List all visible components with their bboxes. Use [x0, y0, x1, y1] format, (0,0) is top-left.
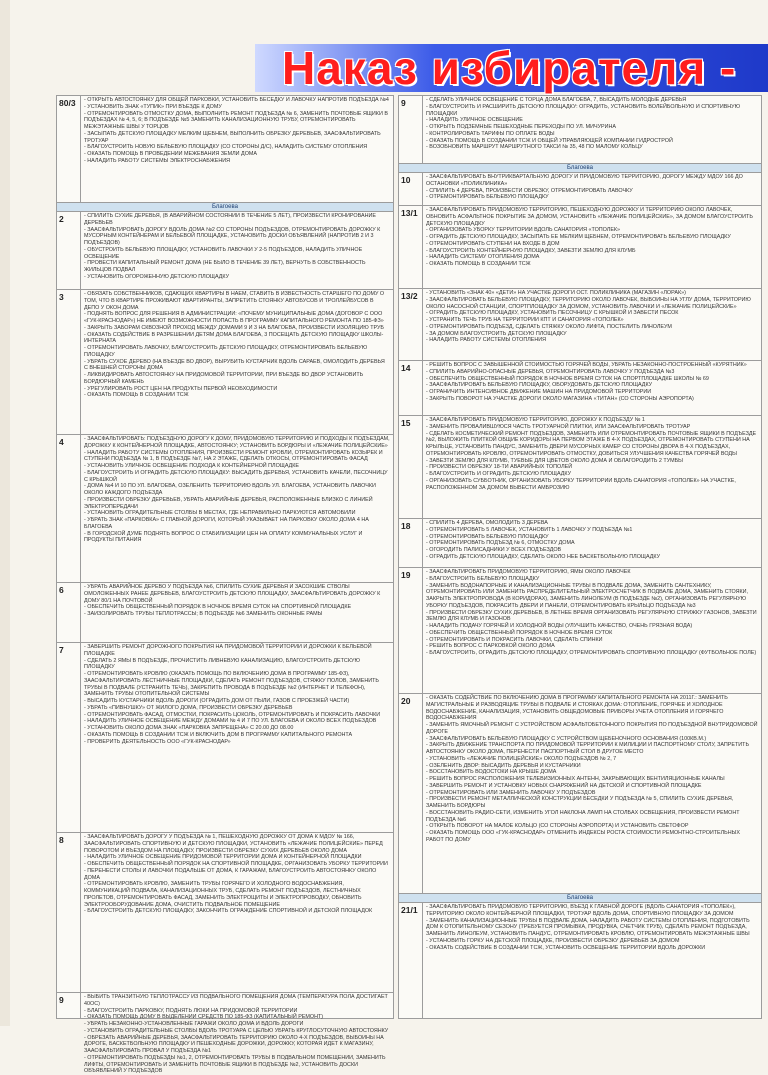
- table-row: [399, 288, 761, 361]
- table-row: [399, 693, 761, 894]
- house-number: 15: [399, 416, 423, 519]
- table-row: [57, 211, 393, 290]
- house-number: 8: [57, 833, 81, 993]
- row-text: - ЗААСФАЛЬТИРОВАТЬ ПРИДОМОВУЮ ТЕРРИТОРИЮ, ЯМЫ ОКОЛО ЛАВОЧЕК - БЛАГОУСТРОИТЬ БЕЛЬЕВУЮ ПЛОЩАДКУ - ЗАМЕНИТЬ ВОДОНАПОРНЫЕ И КАНАЛИЗАЦИОННЫЕ ТРУБЫ В ПОДВАЛЕ ДОМА, ЗАМЕНИТЬ САНТЕХНИКУ, ОТРЕМОНТИРОВАТЬ ИЛИ ЗАМЕНИТЬ РАСПРЕДЕЛИТЕЛЬНЫЙ ЭЛЕКТРОСЧЕТЧИК В ПОДВАЛЕ ДОМА, ЗАМЕНИТЬ СТОЯКИ, ЗАКРЫТЬ ЭЛЕКТРОПРОВОДА (В КОРИДОРАХ), ЗАМЕНИТЬ ЛИНОЛЕУМ (В ПОДЪЕЗДЕ №2), ОРГАНИЗОВАТЬ РЕГУЛЯРНУЮ УБОРКУ ПОДЪЕЗДОВ, ПОКРАСИТЬ ДВЕРИ И ПАНЕЛИ, ОТРЕМОНТИРОВАТЬ КРЫЛЬЦО ПОДЪЕЗДА №3 - ПРОИЗВЕСТИ ОБРЕЗКУ СУХИХ ДЕРЕВЬЕВ, В ЛЕТНЕЕ ВРЕМЯ ОРГАНИЗОВАТЬ РЕГУЛЯРНУЮ СТРИЖКУ ГАЗОНОВ, ЗАВЕЗТИ ЗЕМЛЮ ДЛЯ КЛУМБ И ГАЗОНОВ - НАЛАДИТЬ ПОДАЧУ ГОРЯЧЕЙ И ХОЛОДНОЙ ВОДЫ (УЛУЧШИТЬ КАЧЕСТВО, ОЧЕНЬ ГРЯЗНАЯ ВОДА) - ОБЕСПЕЧИТЬ ОБЩЕСТВЕННЫЙ ПОРЯДОК В НОЧНОЕ ВРЕМЯ СУТОК - ОТРЕМОНТИРОВАТЬ И ПОКРАСИТЬ ЛАВОЧКИ, СДЕЛАТЬ СПИНКИ - РЕШИТЬ ВОПРОС С ПАРКОВКОЙ ОКОЛО ДОМА - БЛАГОУСТРОИТЬ, ОГРАДИТЬ ДЕТСКУЮ ПЛОЩАДКУ, ОТРЕМОНТИРОВАТЬ СПОРТИВНУЮ ПЛОЩАДКУ (ФУТБОЛЬНОЕ ПОЛЕ): [426, 569, 757, 656]
- house-number: 21/1: [399, 903, 423, 1019]
- row-text: - ОТКРЫТЬ АВТОСТОЯНКУ ДЛЯ ОБЩЕЙ ПАРКОВКИ, УСТАНОВИТЬ БЕСЕДКУ И ЛАВОЧКУ НАПРОТИВ ПОДЪЕЗДА №4 - УСТАНОВИТЬ ЗНАК «ТУПИК» ПРИ ВЪЕЗДЕ К ДОМУ - ОТРЕМОНТИРОВАТЬ ОТМОСТКУ ДОМА, ВЫПОЛНИТЬ РЕМОНТ ПОДЪЕЗДА № 6, ЗАМЕНИТЬ ПОЧТОВЫЕ ЯЩИКИ В ПОДЪЕЗДАХ № 4, 5, 6; В ПОДЪЕЗДЕ №5 ЗАМЕНИТЬ КАНАЛИЗАЦИОННУЮ ТРУБУ, ОТРЕМОНТИРОВАТЬ МЕЖЭТАЖНЫЕ ШВЫ У ТОРЦОВ - ЗАСЫПАТЬ ДЕТСКУЮ ПЛОЩАДКУ МЕЛКИМ ЩЕБНЕМ, ВЫПОЛНИТЬ ОБРЕЗКУ ДЕРЕВЬЕВ, ЗААСФАЛЬТИРОВАТЬ ТРОТУАР - БЛАГОУСТРОИТЬ НОВУЮ БЕЛЬЕВУЮ ПЛОЩАДКУ (СО СТОРОНЫ Д/С), НАЛАДИТЬ СИСТЕМУ ОТОПЛЕНИЯ - ОКАЗАТЬ ПОМОЩЬ В ПРОВЕДЕНИИ МЕЖЕВАНИЯ ЗЕМЛИ ДОМА - НАЛАДИТЬ РАБОТУ СИСТЕМЫ ЭЛЕКТРОСНАБЖЕНИЯ: [84, 97, 389, 164]
- row-text: - УБРАТЬ АВАРИЙНОЕ ДЕРЕВО У ПОДЪЕЗДА №6, СПИЛИТЬ СУХИЕ ДЕРЕВЬЯ И ЗАСОХШИЕ СТВОЛЫ ОМОЛОЖЕННЫХ РАНЕЕ ДЕРЕВЬЕВ, БЛАГОУСТРОИТЬ ДЕТСКУЮ ПЛОЩАДКУ, ЗААСФАЛЬТИРОВАТЬ ДОРОЖКУ К ДОМУ 80/1 НА ПОЧТОВОЙ - ОБЕСПЕЧИТЬ ОБЩЕСТВЕННЫЙ ПОРЯДОК В НОЧНОЕ ВРЕМЯ СУТОК НА СПОРТИВНОЙ ПЛОЩАДКЕ - ЗАИЗОЛИРОВАТЬ ТРУБЫ ТЕПЛОТРАССЫ; В ПОДЪЕЗДЕ №6 ЗАМЕНИТЬ ОКОННЫЕ РАМЫ: [84, 584, 381, 617]
- district-header: Благоева: [399, 163, 761, 173]
- district-header: Благоева: [57, 202, 393, 212]
- row-text: - УСТАНОВИТЬ «ЗНАК 40» «ДЕТИ» НА УЧАСТКЕ ДОРОГИ ОСТ. ПОЛИКЛИНИКА (МАГАЗИН «ЛОРАК») - ЗААСФАЛЬТИРОВАТЬ БЕЛЬЕВУЮ ПЛОЩАДКУ, ТЕРРИТОРИЮ ОКОЛО ЛАВОЧЕК, ВЫБОИНЫ НА УГЛУ ДОМА, ТЕРРИТОРИЮ ОКОЛО НАСОСНОЙ СТАНЦИИ, СПОРТПЛОЩАДКУ ЗА ДОМОМ, УСТАНОВИТЬ ЛАВОЧКИ И «ЛЕЖАЧИЕ ПОЛИЦЕЙСКИЕ» - ОГРАДИТЬ ДЕТСКУЮ ПЛОЩАДКУ, УСТАНОВИТЬ ПЕСОЧНИЦУ С КРЫШКОЙ И ЗАВЕСТИ ПЕСОК - УСТРАНИТЬ ТЕЧЬ ТРУБ НА ТЕРРИТОРИИ КПТ И САНАТОРИЯ «ТОПОЛЕК» - ОТРЕМОНТИРОВАТЬ ПОДЪЕЗД, СДЕЛАТЬ СТЯЖКУ ОКОЛО ЛИФТА, ПОСТЕЛИТЬ ЛИНОЛЕУМ - ЗА ДОМОМ БЛАГОУСТРОИТЬ ДЕТСКУЮ ПЛОЩАДКУ - НАЛАДИТЬ РАБОТУ СИСТЕМЫ ОТОПЛЕНИЯ: [426, 290, 751, 344]
- house-number: 3: [57, 290, 81, 435]
- house-number: 6: [57, 583, 81, 643]
- left-column: [56, 95, 394, 1075]
- table-row: [399, 96, 761, 163]
- row-text: - ОБЯЗАТЬ СОБСТВЕННИКОВ, СДАЮЩИХ КВАРТИРЫ В НАЕМ, СТАВИТЬ В ИЗВЕСТНОСТЬ СТАРШЕГО ПО ДОМУ О ТОМ, ЧТО В КВАРТИРЕ ПРОЖИВАЮТ КВАРТИРАНТЫ, ЗАПРЕТИТЬ СТОЯНКУ АВТОБУСОВ И ТРОЛЛЕЙБУСОВ В ДЕПО У ОКОН ДОМА - ПОДНЯТЬ ВОПРОС ДЛЯ РЕШЕНИЯ В АДМИНИСТРАЦИИ: «ПОЧЕМУ МУНИЦИПАЛЬНЫЕ ДОМА (ДОГОВОР С ООО «ГУК-КРАСНОДАР») НЕ ИМЕЮТ ВОЗМОЖНОСТИ ПОПАСТЬ В ПРОГРАММУ КАПИТАЛЬНОГО РЕМОНТА ПО 185-ФЗ» - ЗАКРЫТЬ ЗАБОРАМ СКВОЗНОЙ ПРОХОД МЕЖДУ ДОМАМИ 9 И 3 НА БЛАГОЕВА, ПРОИЗВЕСТИ ИЗОЛЯЦИЮ ТРУБ - ОКАЗАТЬ СОДЕЙСТВИЕ В РАЗРЕШЕНИИ ДЕТЯМ ДОМА БЛАГОЕВА, 3 ПОСЕЩАТЬ ДЕТСКУЮ ПЛОЩАДКУ ШКОЛЫ-ИНТЕРНАТА - ОТРЕМОНТИРОВАТЬ ЛАВОЧКУ, БЛАГОУСТРОИТЬ ДЕТСКУЮ ПЛОЩАДКУ, ОТРЕМОНТИРОВАТЬ БЕЛЬЕВУЮ ПЛОЩАДКУ - УБРАТЬ СУХОЕ ДЕРЕВО (НА ВЪЕЗДЕ ВО ДВОР), ВЫРУБИТЬ КУСТАРНИК ВДОЛЬ САРАЕВ, ОМОЛОДИТЬ ДЕРЕВЬЯ С ВНЕШНЕЙ СТОРОНЫ ДОМА - ЛИКВИДИРОВАТЬ АВТОСТОЯНКУ НА ПРИДОМОВОЙ ТЕРРИТОРИИ, ПРИ ВЪЕЗДЕ ВО ДВОР УСТАНОВИТЬ БОРДЮРНЫЙ КАМЕНЬ - УРЕГУЛИРОВАТЬ РОСТ ЦЕН НА ПРОДУКТЫ ПЕРВОЙ НЕОБХОДИМОСТИ - ОКАЗАТЬ ПОМОЩЬ В СОЗДАНИИ ТСЖ: [84, 291, 385, 399]
- house-number: 13/2: [399, 289, 423, 361]
- row-text: - СДЕЛАТЬ УЛИЧНОЕ ОСВЕЩЕНИЕ С ТОРЦА ДОМА БЛАГОЕВА, 7, ВЫСАДИТЬ МОЛОДЫЕ ДЕРЕВЬЯ - БЛАГОУСТРОИТЬ И РАСШИРИТЬ ДЕТСКУЮ ПЛОЩАДКУ: ОГРАДИТЬ, УСТАНОВИТЬ ВОЛЕЙБОЛЬНУЮ И СПОРТИВНУЮ ПЛОЩАДКИ - НАЛАДИТЬ УЛИЧНОЕ ОСВЕЩЕНИЕ - ОТКРЫТЬ ПОДЗЕМНЫЕ ПЕШЕХОДНЫЕ ПЕРЕХОДЫ ПО УЛ. МИЧУРИНА - КОНТРОЛИРОВАТЬ ТАРИФЫ ПО ОПЛАТЕ ВОДЫ - ОКАЗАТЬ ПОМОЩЬ В СОЗДАНИИ ТСЖ И ОБЩЕЙ УПРАВЛЯЮЩЕЙ КОМПАНИИ ГИДРОСТРОЙ - ВОЗОБНОВИТЬ МАРШРУТ МАРШРУТНОГО ТАКСИ № 35, 48 ПО МАЛОМУ КОЛЬЦУ: [426, 97, 741, 151]
- page-title: Наказ избирателя -: [282, 42, 737, 94]
- district-header: Благоева: [399, 893, 761, 903]
- house-number: 7: [57, 643, 81, 833]
- row-text: - СПИЛИТЬ СУХИЕ ДЕРЕВЬЯ, (В АВАРИЙНОМ СОСТОЯНИИ В ТЕЧЕНИЕ 5 ЛЕТ), ПРОИЗВЕСТИ КРОНИРОВАНИЕ ДЕРЕВЬЕВ - ЗААСФАЛЬТИРОВАТЬ ДОРОГУ ВДОЛЬ ДОМА №2 СО СТОРОНЫ ПОДЪЕЗДОВ, ОТРЕМОНТИРОВАТЬ ДОРОЖКУ К МУСОРНЫМ КОНТЕЙНЕРАМ И БЕЛЬЕВОЙ ПЛОЩАДКЕ, УСТАНОВИТЬ ДОСКИ ОБЪЯВЛЕНИЙ (НАПРОТИВ 2 И 3 ПОДЪЕЗДОВ) - ОБУСТРОИТЬ БЕЛЬЕВУЮ ПЛОЩАДКУ, УСТАНОВИТЬ ЛАВОЧКИ У 2-5 ПОДЪЕЗДОВ, НАЛАДИТЬ УЛИЧНОЕ ОСВЕЩЕНИЕ - ПРОВЕСТИ КАПИТАЛЬНЫЙ РЕМОНТ ДОМА (НЕ БЫЛО В ТЕЧЕНИЕ 39 ЛЕТ), ВЕРНУТЬ В СОБСТВЕННОСТЬ ЖИЛЬЦОВ ПОДВАЛ - УСТАНОВИТЬ ОГОРОЖЕННУЮ ДЕТСКУЮ ПЛОЩАДКУ: [84, 213, 381, 280]
- table-row: [399, 172, 761, 206]
- row-text: - ОКАЗАТЬ СОДЕЙСТВИЕ ПО ВКЛЮЧЕНИЮ ДОМА В ПРОГРАММУ КАПИТАЛЬНОГО РЕМОНТА НА 2011Г.: ЗАМЕНИТЬ МАГИСТРАЛЬНЫЕ И РАЗВОДЯЩИЕ ТРУБЫ В ПОДВАЛЕ И СТОЯКАХ ДОМА: ОТОПЛЕНИЕ, ГОРЯЧЕЕ И ХОЛОДНОЕ ВОДОСНАБЖЕНИЕ, КАНАЛИЗАЦИЯ, УСТАНОВИТЬ ОБЩЕДОМОВЫЕ ПРИБОРЫ УЧЕТА ОТОПЛЕНИЯ И ГОРЯЧЕГО ВОДОСНАБЖЕНИЯ - ЗАМЕНИТЬ ЯМОЧНЫЙ РЕМОНТ С УСТРОЙСТВОМ АСФАЛЬТОБЕТОННОГО ПОКРЫТИЯ ПО ПОДЪЕЗДНОЙ ВНУТРИДОМОВОЙ ДОРОГЕ - ЗААСФАЛЬТИРОВАТЬ БЕЛЬЕВУЮ ПЛОЩАДКУ С УСТРОЙСТВОМ ЩЕБЕНОЧНОГО ОСНОВАНИЯ (100КВ.М.) - ЗАКРЫТЬ ДВИЖЕНИЕ ТРАНСПОРТА ПО ПРИДОМОВОЙ ТЕРРИТОРИИ К МИЛИЦИИ И ПАСПОРТНОМУ СТОЛУ, ЗАПРЕТИТЬ АВТОСТОЯНКУ ОКОЛО ДОМА, ПЕРЕНЕСТИ ПАСПОРТНЫЙ СТОЛ В ДРУГОЕ МЕСТО - УСТАНОВИТЬ «ЛЕЖАЧИЕ ПОЛИЦЕЙСКИЕ» ОКОЛО ПОДЪЕЗДОВ № 2, 7 - ОЗЕЛЕНИТЬ ДВОР: ВЫСАДИТЬ ДЕРЕВЬЯ И КУСТАРНИКИ - ВОССТАНОВИТЬ ВОДОСТОКИ НА КРЫШЕ ДОМА - РЕШИТЬ ВОПРОС РАСПОЛОЖЕНИЯ ТЕЛЕВИЗИОННЫХ АНТЕНН, ЗАКРЫВАЮЩИХ ВЕНТИЛЯЦИОННЫЕ КАНАЛЫ - ЗАВЕРШИТЬ РЕМОНТ И УСТАНОВКУ НОВЫХ СНАРЯЖЕНИЙ НА ДЕТСКОЙ И СПОРТИВНОЙ ПЛОЩАДКЕ - ОТРЕМОНТИРОВАТЬ ИЛИ ЗАМЕНИТЬ ЛАВОЧКУ У ПОДЪЕЗДОВ - ПРОИЗВЕСТИ РЕМОНТ МЕТАЛЛИЧЕСКОЙ КОНСТРУКЦИИ БЕСЕДКИ У ПОДЪЕЗДА № 5, СПИЛИТЬ СУХИЕ ДЕРЕВЬЯ, ЗАМЕНИТЬ БОРДЮРЫ - ВОССТАНОВИТЬ РАДИО-СЕТИ, ИЗМЕНИТЬ УГОЛ НАКЛОНА ЛАМП НА СТОЛБАХ ОСВЕЩЕНИЯ, ПРОИЗВЕСТИ РЕМОНТ ПОДЪЕЗДА №6 - ОТКРЫТЬ ПОВОРОТ НА МАЛОЕ КОЛЬЦО (СО СТОРОНЫ АЭРОПОРТА) И УСТАНОВИТЬ СВЕТОФОР - ОКАЗАТЬ ПОМОЩЬ ООО «ГУК-КРАСНОДАР» ОТМЕНИТЬ ИНДЕКСЫ РОСТА СТОИМОСТИ РЕМОНТНО-СТРОИТЕЛЬНЫХ РАБОТ ПО ДОМУ: [426, 695, 758, 843]
- row-text: - РЕШИТЬ ВОПРОС С ЗАВЫШЕННОЙ СТОИМОСТЬЮ ГОРЯЧЕЙ ВОДЫ, УБРАТЬ НЕЗАКОННО-ПОСТРОЕННЫЙ «КУРЯТНИК» - СПИЛИТЬ АВАРИЙНО-ОПАСНЫЕ ДЕРЕВЬЯ, ОТРЕМОНТИРОВАТЬ ЛАВОЧКУ У ПОДЪЕЗДА №3 - ОБЕСПЕЧИТЬ ОБЩЕСТВЕННЫЙ ПОРЯДОК В НОЧНОЕ ВРЕМЯ СУТОК НА СПОРТПЛОЩАДКЕ ШКОЛЫ № 69 - ЗААСФАЛЬТИРОВАТЬ БЕЛЬЕВУЮ ПЛОЩАДКУ, ОБОРУДОВАТЬ ДЕТСКУЮ ПЛОЩАДКУ - ОГРАНИЧИТЬ ИНТЕНСИВНОЕ ДВИЖЕНИЕ МАШИН НА ПРИДОМОВОЙ ТЕРРИТОРИИ - ЗАКРЫТЬ ПОВОРОТ НА УЧАСТКЕ ДОРОГИ ОКОЛО МАГАЗИНА «ТИТАН» (СО СТОРОНЫ АЭРОПОРТА): [426, 362, 747, 402]
- house-number: 20: [399, 694, 423, 894]
- house-number: 2: [57, 212, 81, 290]
- row-text: - ЗААСФАЛЬТИРОВАТЬ ПРИДОМОВУЮ ТЕРРИТОРИЮ, ВЪЕЗД К ГЛАВНОЙ ДОРОГЕ (ВДОЛЬ САНАТОРИЯ «ТОПОЛЕК»), ТЕРРИТОРИЮ ОКОЛО КОНТЕЙНЕРНОЙ ПЛОЩАДКИ, ТРОТУАР ВДОЛЬ ДОМА, СПОРТИВНУЮ ПЛОЩАДКУ ЗА ДОМОМ - ЗАМЕНИТЬ КАНАЛИЗАЦИОННЫЕ ТРУБЫ В ПОДВАЛЕ ДОМА, НАЛАДИТЬ РАБОТУ СИСТЕМЫ ОТОПЛЕНИЯ, ПОДГОТОВИТЬ ДОМ К ОТОПИТЕЛЬНОМУ СЕЗОНУ (ТРЕБУЕТСЯ ПРОМЫВКА, ПРОДУВКА, СЧЕТЧИК ТРУБ), СДЕЛАТЬ РЕМОНТ ПОДЪЕЗДА, ЗАМЕНИТЬ ЛИНОЛЕУМ, УСТАНОВИТЬ ПАНДУС, ОТРЕМОНТИРОВАТЬ КРОВЛЮ, ОТРЕМОНТИРОВАТЬ МЕЖЭТАЖНЫЕ ШВЫ - УСТАНОВИТЬ ГОРКУ НА ДЕТСКОЙ ПЛОЩАДКЕ, ПРОИЗВЕСТИ ОБРЕЗКУ ДЕРЕВЬЕВ ЗА ДОМОМ - ОКАЗАТЬ СОДЕЙСТВИЕ В СОЗДАНИИ ТСЖ, УСТАНОВИТЬ ОСВЕЩЕНИЕ ТЕРРИТОРИИ ВДОЛЬ ДОРОЖКИ: [426, 904, 750, 951]
- house-number: 13/1: [399, 206, 423, 289]
- table-row: [399, 518, 761, 568]
- right-column: [398, 95, 762, 1019]
- row-text: - ЗААСФАЛЬТИРОВАТЬ ПРИДОМОВУЮ ТЕРРИТОРИЮ, ПЕШЕХОДНУЮ ДОРОЖКУ И ТЕРРИТОРИЮ ОКОЛО ЛАВОЧЕК, ОБНОВИТЬ АСФАЛЬТНОЕ ПОКРЫТИЕ ЗА ДОМОМ, УСТАНОВИТЬ «ЛЕЖАЧИЕ ПОЛИЦЕЙСКИЕ», ЗА ДОМОМ БЛАГОУСТРОИТЬ ДЕТСКУЮ ПЛОЩАДКУ - ОРГАНИЗОВАТЬ УБОРКУ ТЕРРИТОРИИ ВДОЛЬ САНАТОРИЯ «ТОПОЛЕК» - ОГРАДИТЬ ДЕТСКУЮ ПЛОЩАДКУ, ЗАСЫПАТЬ ЕЕ МЕЛКИМ ЩЕБНЕМ, ОТРЕМОНТИРОВАТЬ БЕЛЬЕВУЮ ПЛОЩАДКУ - ОТРЕМОНТИРОВАТЬ СТУПЕНИ НА ВХОДЕ В ДОМ - БЛАГОУСТРОИТЬ КОНТЕЙНЕРНУЮ ПЛОЩАДКУ, ЗАВЕЗТИ ЗЕМЛЮ ДЛЯ КЛУМБ - НАЛАДИТЬ СИСТЕМУ ОТОПЛЕНИЯ ДОМА - ОКАЗАТЬ ПОМОЩЬ В СОЗДАНИИ ТСЖ: [426, 207, 753, 267]
- table-row: [57, 642, 393, 833]
- house-number: 19: [399, 568, 423, 694]
- row-text: - ЗААСФАЛЬТИРОВАТЬ ПРИДОМОВУЮ ТЕРРИТОРИЮ, ДОРОЖКУ К ПОДЪЕЗДУ № 1 - ЗАМЕНИТЬ ПРОВАЛИВШУЮСЯ ЧАСТЬ ТРОТУАРНОЙ ПЛИТКИ, ИЛИ ЗААСФАЛЬТИРОВАТЬ ТРОТУАР - СДЕЛАТЬ КОСМЕТИЧЕСКИЙ РЕМОНТ ПОДЪЕЗДОВ, ЗАМЕНИТЬ ИЛИ ОТРЕМОНТИРОВАТЬ ПОЧТОВЫЕ ЯЩИКИ В ПОДЪЕЗДЕ №2, ВЫЛОЖИТЬ ПЛИТКОЙ ОБЩИЕ КОРИДОРЫ НА ПЕРВОМ ЭТАЖЕ В 4-Х ПОДЪЕЗДАХ, ОТРЕМОНТИРОВАТЬ СТУПЕНИ НА КРЫЛЬЦЕ, УСТАНОВИТЬ ПАНДУС, ЗАМЕНИТЬ ДВЕРИ МУСОРНЫХ КАМЕР СО СТОРОНЫ ДВОРА В 4-Х ПОДЪЕЗДАХ, ОТРЕМОНТИРОВАТЬ КРОВЛЮ, ОТРЕМОНТИРОВАТЬ ОТМОСТКУ, ДОБИТЬСЯ УЛУЧШЕНИЯ КАЧЕСТВА ГОРЯЧЕЙ ВОДЫ - ЗАВЕЗТИ ЗЕМЛЮ ДЛЯ КЛУМБ, ТУЕВЫЕ ДЛЯ ЦВЕТОВ ОКОЛО ДОМА И ОБЛАГОРОДИТЬ 2 ТУМБЫ - ПРОИЗВЕСТИ ОБРЕЗКУ 18-ТИ АВАРИЙНЫХ ТОПОЛЕЙ - БЛАГОУСТРОИТЬ И ОГРАДИТЬ ДЕТСКУЮ ПЛОЩАДКУ - ОРГАНИЗОВАТЬ СУББОТНИК, ОРГАНИЗОВАТЬ УБОРКУ ТЕРРИТОРИИ ВДОЛЬ САНАТОРИЯ «ТОПОЛЕК» НА УЧАСТКЕ, РАСПОЛОЖЕННОМ ЗА ДОМОМ ВЫВЕСТИ АМБРОЗИЮ: [426, 417, 757, 491]
- row-text: - ВЫБИТЬ ТРАНЗИТНУЮ ТЕПЛОТРАССУ ИЗ ПОДВАЛЬНОГО ПОМЕЩЕНИЯ ДОМА (ТЕМПЕРАТУРА ПОЛА ДОСТИГАЕТ 40ОС) - БЛАГОУСТРОИТЬ ПАРКОВКУ, ПОДНЯТЬ ЛЮКИ НА ПРИДОМОВОЙ ТЕРРИТОРИИ - ОКАЗАТЬ ПОМОЩЬ ДОМУ В ВЫДЕЛЕНИИ СРЕДСТВ ПО 185-ФЗ (КАПИТАЛЬНЫЙ РЕМОНТ) - УБРАТЬ НЕЗАКОННО-УСТАНОВЛЕННЫЕ ГАРАЖИ ОКОЛО ДОМА И ВДОЛЬ ДОРОГИ - УСТАНОВИТЬ ОГРАДИТЕЛЬНЫЕ СТОЛБЫ ВДОЛЬ ТРОТУАРА С ЦЕЛЬЮ УБРАТЬ КРУГЛОСУТОЧНУЮ АВТОСТОЯНКУ - ОБРЕЗАТЬ АВАРИЙНЫЕ ДЕРЕВЬЯ, ЗААСФАЛЬТИРОВАТЬ ТЕРРИТОРИЮ ОКОЛО 4-Х ПОДЪЕЗДОВ, ВЫБОИНЫ НА ДОРОГЕ, БАСКЕТБОЛЬНУЮ ПЛОЩАДКУ И ПЕШЕХОДНЫЕ ДОРОЖКИ, ДОРОЖКУ, КОТОРАЯ ИДЕТ К МАГАЗИНУ, ЗААСФАЛЬТИРОВАТЬ ПРОВАЛ У ПОДЪЕЗДА №1 - ОТРЕМОНТИРОВАТЬ ПОДЪЕЗДЫ №1, 2, ОТРЕМОНТИРОВАТЬ ТРУБЫ В ПОДВАЛЬНОМ ПОМЕЩЕНИИ, ЗАМЕНИТЬ ЛИФТЫ, ОТРЕМОНТИРОВАТЬ И ЗАМЕНИТЬ ПОЧТОВЫЕ ЯЩИКИ В ПОДЪЕЗДЕ №2, УСТАНОВИТЬ ДОСКИ ОБЪЯВЛЕНИЙ У ПОДЪЕЗДОВ: [84, 994, 389, 1075]
- table-row: [57, 289, 393, 435]
- row-text: - ЗААСФАЛЬТИРОВАТЬ ДОРОГУ У ПОДЪЕЗДА № 1, ПЕШЕХОДНУЮ ДОРОЖКУ ОТ ДОМА К МДОУ № 166, ЗААСФАЛЬТИРОВАТЬ СПОРТИВНУЮ И ДЕТСКУЮ ПЛОЩАДКИ, УСТАНОВИТЬ «ЛЕЖАЧИЕ ПОЛИЦЕЙСКИЕ» ПЕРЕД ПОВОРОТОМ И ВЪЕЗДОМ НА ПЛОЩАДКУ, ПРОИЗВЕСТИ ОБРЕЗКУ СУХИХ ДЕРЕВЬЕВ ОКОЛО ДОМА - НАЛАДИТЬ УЛИЧНОЕ ОСВЕЩЕНИЕ ПРИДОМОВОЙ ТЕРРИТОРИИ ДОМА И КОНТЕЙНЕРНОЙ ПЛОЩАДКИ - ОБЕСПЕЧИТЬ ОБЩЕСТВЕННЫЙ ПОРЯДОК НА СПОРТИВНОЙ ПЛОЩАДКЕ, ОРГАНИЗОВАТЬ УБОРКУ ТЕРРИТОРИИ - ПЕРЕНЕСТИ СТОЛЫ И ЛАВОЧКИ ПОДАЛЬШЕ ОТ ДОМА, К ГАРАЖАМ, БЛАГОУСТРОИТЬ АВТОСТОЯНКУ ОКОЛО ДОМА - ОТРЕМОНТИРОВАТЬ КРОВЛЮ, ЗАМЕНИТЬ ТРУБЫ ГОРЯЧЕГО И ХОЛОДНОГО ВОДОСНАБЖЕНИЯ, КОММУНИКАЦИЙ ПОДВАЛА, КАНАЛИЗАЦИОННЫХ ТРУБ, СДЕЛАТЬ РЕМОНТ ПОДЪЕЗДОВ, ЛЕСТНИЧНЫХ ПРОЛЕТОВ, ОТРЕМОНТИРОВАТЬ ФАСАД, ЗАМЕНИТЬ ЭЛЕКТРОЩИТЫ И ЭЛЕКТРОПРОВОДКУ, ОБНОВИТЬ ЭЛЕКТРООБОРУДОВАНИЕ ДОМА, ОЧИСТИТЬ ПОДВАЛЬНОЕ ПОМЕЩЕНИЕ - БЛАГОУСТРОИТЬ ДЕТСКУЮ ПЛОЩАДКУ, ЗАКОНЧИТЬ ОГРАЖДЕНИЕ СПОРТИВНОЙ И ДЕТСКОЙ ПЛОЩАДОК: [84, 834, 388, 915]
- table-row: [57, 96, 393, 202]
- house-number: 80/3: [57, 96, 81, 202]
- page-edge: [0, 0, 10, 1026]
- house-number: 9: [57, 993, 81, 1019]
- row-text: - ЗАВЕРШИТЬ РЕМОНТ ДОРОЖНОГО ПОКРЫТИЯ НА ПРИДОМОВОЙ ТЕРРИТОРИИ И ДОРОЖКИ К БЕЛЬЕВОЙ ПЛОЩАДКЕ - СДЕЛАТЬ 2 ЯМЫ В ПОДЪЕЗДЕ, ПРОЧИСТИТЬ ЛИВНЕВУЮ КАНАЛИЗАЦИЮ, БЛАГОУСТРОИТЬ ДЕТСКУЮ ПЛОЩАДКУ - ОТРЕМОНТИРОВАТЬ КРОВЛЮ (ОКАЗАТЬ ПОМОЩЬ ПО ВКЛЮЧЕНИЮ ДОМА В ПРОГРАММУ 185-ФЗ), ЗААСФАЛЬТИРОВАТЬ ЛЕСТНИЧНЫЕ ПЛОЩАДКИ, СДЕЛАТЬ РЕМОНТ ПОДЪЕЗДОВ, СТЯЖКУ ПОЛОВ, ЗАМЕНИТЬ ТРУБЫ В ПОДВАЛЕ (УСТРАНИТЬ ТЕЧЬ), ЗАКРЕПИТЬ ПРОВОДА В ПОДЪЕЗДЕ №2 (ИНТЕРНЕТ И ТЕЛЕФОН), ЗАМЕНИТЬ ТРУБЫ ОТОПИТЕЛЬНОЙ СИСТЕМЫ - ВЫСАДИТЬ КУСТАРНИКИ ВДОЛЬ ДОРОГИ (ОГРАДИТЬ ДОМ ОТ ПЫЛИ, ГАЗОВ С ПРОЕЗЖЕЙ ЧАСТИ) - УБРАТЬ «ПИВНУШКУ» ОТ ЖИЛОГО ДОМА, ПРОИЗВЕСТИ ОБРЕЗКУ ДЕРЕВЬЕВ - ОТРЕМОНТИРОВАТЬ ФАСАД, ОТМОСТКИ, ПОКРАСИТЬ ЦОКОЛЬ, ОТРЕМОНТИРОВАТЬ И ПОКРАСИТЬ ЛАВОЧКИ - НАЛАДИТЬ УЛИЧНОЕ ОСВЕЩЕНИЕ МЕЖДУ ДОМАМИ № 4 И 7 ПО УЛ. БЛАГОЕВА И ОКОЛО ВСЕХ ПОДЪЕЗДОВ - УСТАНОВИТЬ ОКОЛО ДОМА ЗНАК «ПАРКОВКА ЗАПРЕЩЕНА» С 20.00 ДО 08.00 - ОКАЗАТЬ ПОМОЩЬ В СОЗДАНИИ ТСЖ И ВКЛЮЧИТЬ ДОМ В ПРОГРАММУ КАПИТАЛЬНОГО РЕМОНТА - ПРОВЕРИТЬ ДЕЯТЕЛЬНОСТЬ ООО «ГУК-КРАСНОДАР»: [84, 644, 381, 745]
- table-row: [399, 205, 761, 289]
- table-row: [57, 992, 393, 1075]
- table-row: [399, 415, 761, 519]
- row-text: - ЗААСФАЛЬТИРОВАТЬ ВНУТРИКВАРТАЛЬНУЮ ДОРОГУ И ПРИДОМОВУЮ ТЕРРИТОРИЮ, ДОРОГУ МЕЖДУ МДОУ 166 ДО ОСТАНОВКИ «ПОЛИКЛИНИКА» - СПИЛИТЬ 4 ДЕРЕВА, ПРОИЗВЕСТИ ОБРЕЗКУ, ОТРЕМОНТИРОВАТЬ ЛАВОЧКУ - ОТРЕМОНТИРОВАТЬ БЕЛЬЕВУЮ ПЛОЩАДКУ: [426, 174, 743, 201]
- house-number: 10: [399, 173, 423, 206]
- house-number: 4: [57, 435, 81, 583]
- table-row: [399, 902, 761, 1019]
- house-number: 9: [399, 96, 423, 163]
- table-row: [57, 434, 393, 583]
- row-text: - СПИЛИТЬ 4 ДЕРЕВА, ОМОЛОДИТЬ 3 ДЕРЕВА - ОТРЕМОНТИРОВАТЬ 5 ЛАВОЧЕК, УСТАНОВИТЬ 1 ЛАВОЧКУ У ПОДЪЕЗДА №1 - ОТРЕМОНТИРОВАТЬ БЕЛЬЕВУЮ ПЛОЩАДКУ - ОТРЕМОНТИРОВАТЬ ПОДЪЕЗД № 6, ОТМОСТКУ ДОМА - ОГОРОДИТЬ ПАЛИСАДНИКИ У ВСЕХ ПОДЪЕЗДОВ - ОГРАДИТЬ ДЕТСКУЮ ПЛОЩАДКУ, СДЕЛАТЬ ОКОЛО НЕЕ БАСКЕТБОЛЬНУЮ ПЛОЩАДКУ: [426, 520, 661, 560]
- table-row: [399, 360, 761, 416]
- table-row: [57, 582, 393, 643]
- table-row: [57, 832, 393, 993]
- house-number: 14: [399, 361, 423, 416]
- row-text: - ЗААСФАЛЬТИРОВАТЬ: ПОДЪЕЗДНУЮ ДОРОГУ К ДОМУ, ПРИДОМОВУЮ ТЕРРИТОРИЮ И ПОДХОДЫ К ПОДЪЕЗДАМ, ДОРОЖКУ К КОНТЕЙНЕРНОЙ ПЛОЩАДКЕ, АВТОСТОЯНКУ; УСТАНОВИТЬ БОРДЮРЫ И «ЛЕЖАЧИЕ ПОЛИЦЕЙСКИЕ» - НАЛАДИТЬ РАБОТУ СИСТЕМЫ ОТОПЛЕНИЯ, ПРОИЗВЕСТИ РЕМОНТ КРОВЛИ, ОТРЕМОНТИРОВАТЬ КОЗЫРЕК И СТУПЕНИ ПОДЪЕЗДА № 1, В ПОДЪЕЗДЕ №7, НА 2 ЭТАЖЕ, СДЕЛАТЬ ОТКОСЫ, ОТРЕМОНТИРОВАТЬ ФАСАД - УСТАНОВИТЬ УЛИЧНОЕ ОСВЕЩЕНИЕ ПОДХОДА К КОНТЕЙНЕРНОЙ ПЛОЩАДКЕ - БЛАГОУСТРОИТЬ И ОГРАДИТЬ ДЕТСКУЮ ПЛОЩАДКУ: ВЫСАДИТЬ ДЕРЕВЬЯ, УСТАНОВИТЬ КАЧЕЛИ, ПЕСОЧНИЦУ С КРЫШКОЙ - ДОМА №4 И 10 ПО УЛ. БЛАГОЕВА, ОЗЕЛЕНИТЬ ТЕРРИТОРИЮ ВДОЛЬ УЛ. БЛАГОЕВА, УСТАНОВИТЬ ЛАВОЧКИ ОКОЛО КАЖДОГО ПОДЪЕЗДА - ПРОИЗВЕСТИ ОБРЕЗКУ ДЕРЕВЬЕВ, УБРАТЬ АВАРИЙНЫЕ ДЕРЕВЬЯ, РАСПОЛОЖЕННЫЕ БЛИЗКО С ЛИНИЕЙ ЭЛЕКТРОПЕРЕДАЧИ - УСТАНОВИТЬ ОГРАДИТЕЛЬНЫЕ СТОЛБЫ В МЕСТАХ, ГДЕ НЕПРАВИЛЬНО ПАРКУЮТСЯ АВТОМОБИЛИ - УБРАТЬ ЗНАК «ПАРКОВКА» С ГЛАВНОЙ ДОРОГИ, КОТОРЫЙ УКАЗЫВАЕТ НА ПАРКОВКУ ОКОЛО ДОМА 4 НА БЛАГОЕВА - В ГОРОДСКОЙ ДУМЕ ПОДНЯТЬ ВОПРОС О СТАБИЛИЗАЦИИ ЦЕН НА ОПЛАТУ КОММУНАЛЬНЫХ УСЛУГ И ПРОДУКТЫ ПИТАНИЯ: [84, 436, 390, 544]
- table-row: [399, 567, 761, 694]
- house-number: 18: [399, 519, 423, 568]
